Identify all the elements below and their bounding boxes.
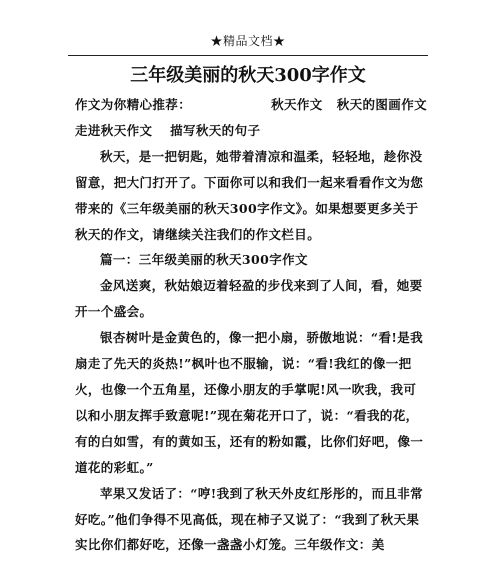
body-paragraph-3: 苹果又发话了：“哼!我到了秋天外皮红彤彤的，而且非常好吃。”他们争得不见高低，现在柿子又说了：“我到了秋天果实比你们都好吃，还像一盏盏小灯笼。三年级作文：美 (75, 485, 424, 553)
recommend-line-2 (75, 118, 427, 144)
recommend-link-autumn-essay[interactable]: 秋天作文 (271, 97, 323, 112)
recommend-links (271, 92, 427, 118)
recommend-link-autumn-picture-essay[interactable]: 秋天的图画作文 (336, 97, 427, 112)
header-divider (68, 55, 428, 56)
intro-paragraph: 秋天，是一把钥匙，她带着清凉和温柔，轻轻地，趁你没留意，把大门打开了。下面你可以和我们一起来看看作文为您带来的《三年级美丽的秋天300字作文》。如果想要更多关于秋天的作文，请继续关注我们的作文栏目。 (75, 148, 424, 242)
body-paragraph-1: 金风送爽，秋姑娘迈着轻盈的步伐来到了人间，看，她要开一个盛会。 (75, 278, 423, 320)
recommend-label: 作文为你精心推荐： (75, 97, 192, 112)
recommend-line (75, 92, 427, 118)
body-paragraph-2: 银杏树叶是金黄色的，像一把小扇，骄傲地说：“看!是我扇走了先天的炎热!”枫叶也不服输，说：“看!我红的像一把火，也像一个五角星，还像小朋友的手掌呢!风一吹我，我可以和小朋友挥手致意呢!”现在菊花开口了，说：“看我的花，有的白如雪，有的黄如玉，还有的粉如霞，比你们好吧，像一道花的彩虹。” (75, 330, 424, 475)
recommend-link-into-autumn-essay[interactable]: 走进秋天作文 (75, 122, 153, 138)
document-title: 三年级美丽的秋天300字作文 (130, 65, 366, 86)
section-heading: 篇一：三年级美丽的秋天300字作文 (100, 252, 308, 268)
header-tag: ★精品文档★ (210, 34, 286, 48)
document-body (75, 92, 427, 558)
recommend-link-autumn-sentences[interactable]: 描写秋天的句子 (170, 122, 261, 138)
